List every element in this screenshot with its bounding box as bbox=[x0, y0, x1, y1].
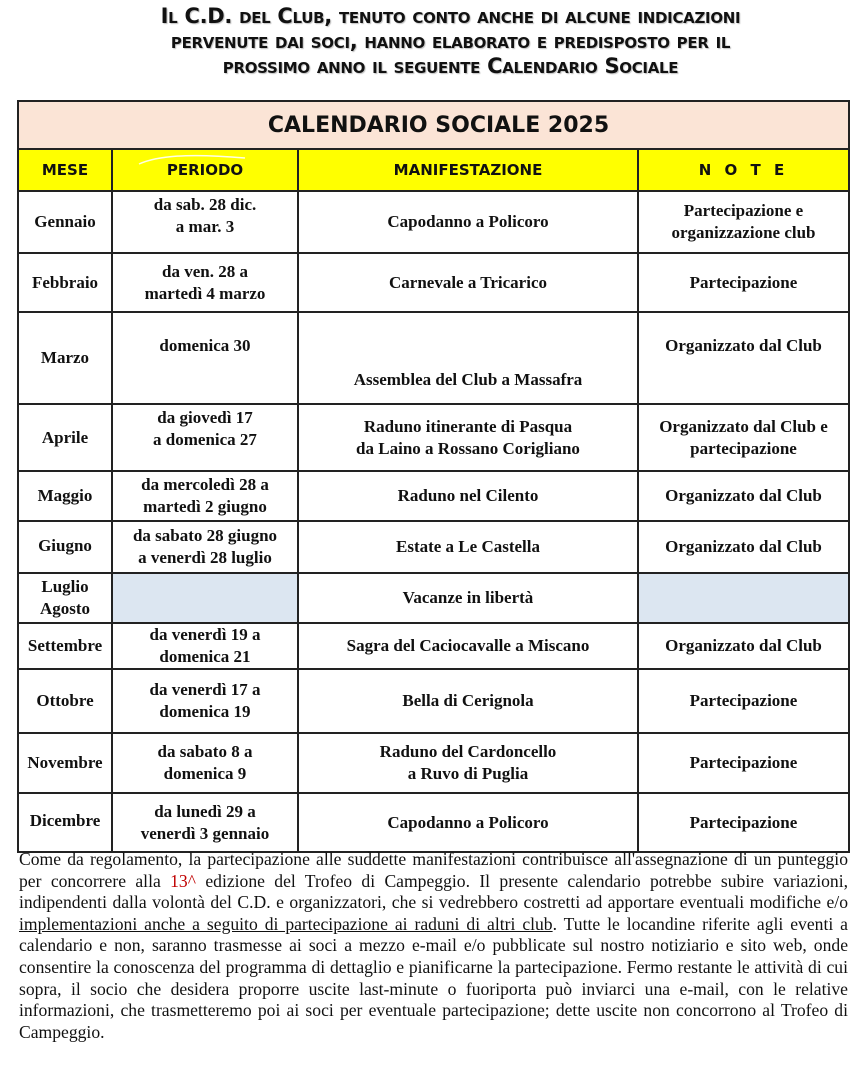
month-cell: Dicembre bbox=[18, 793, 112, 852]
event-cell bbox=[298, 312, 638, 404]
period-cell bbox=[112, 623, 298, 669]
column-header-note: N O T E bbox=[638, 149, 849, 191]
period-line: da sabato 8 a bbox=[157, 742, 253, 761]
period-line: a venerdì 28 luglio bbox=[138, 548, 272, 567]
event-line: Raduno del Cardoncello bbox=[379, 742, 557, 761]
event-line: Raduno nel Cilento bbox=[397, 486, 539, 505]
event-cell bbox=[298, 623, 638, 669]
note-cell-empty bbox=[638, 573, 849, 623]
table-row bbox=[18, 404, 849, 471]
event-line: Capodanno a Policoro bbox=[387, 212, 549, 231]
event-cell bbox=[298, 253, 638, 312]
note-cell bbox=[638, 404, 849, 471]
month-line: Luglio bbox=[41, 577, 89, 596]
period-line: da giovedì 17 bbox=[157, 408, 253, 427]
note-line: partecipazione bbox=[690, 438, 797, 458]
table-row bbox=[18, 312, 849, 404]
month-cell: Gennaio bbox=[18, 191, 112, 253]
event-line: a Ruvo di Puglia bbox=[407, 764, 529, 783]
month-cell: Maggio bbox=[18, 471, 112, 521]
event-line: Estate a Le Castella bbox=[395, 537, 540, 556]
note-line: Partecipazione bbox=[689, 691, 798, 710]
period-line: domenica 21 bbox=[159, 647, 251, 666]
note-line: organizzazione club bbox=[671, 223, 816, 242]
table-row bbox=[18, 253, 849, 312]
period-cell bbox=[112, 669, 298, 733]
heading-line: prossimo anno il seguente Calendario Sociale bbox=[222, 54, 679, 78]
table-row bbox=[18, 793, 849, 852]
note-cell bbox=[638, 733, 849, 793]
period-line: martedì 4 marzo bbox=[144, 283, 266, 303]
note-cell bbox=[638, 253, 849, 312]
event-line: Assemblea del Club a Massafra bbox=[353, 370, 583, 389]
month-cell: Febbraio bbox=[18, 253, 112, 312]
note-cell bbox=[638, 793, 849, 852]
table-row bbox=[18, 191, 849, 253]
calendar-title-text: CALENDARIO SOCIALE 2025 bbox=[267, 112, 610, 138]
event-line: da Laino a Rossano Corigliano bbox=[356, 438, 580, 458]
footer-text: . Tutte le locandine riferite agli eventi a calendario e non, saranno trasmesse ai soci a mezzo e-mail e/o pubblicate sul nostro notiziario e sito web, onde consentire la conoscenza del programma di dettaglio e pianificarne la partecipazione. Fermo restante le attività di cui sopra, il socio che desidera proporre uscite last-minute o fuoriporta può inviarci una e-mail, con le relative informazioni, che trasmetteremo poi ai soci per eventuale partecipazione; dette uscite non concorrono al Trofeo di Campeggio. bbox=[19, 913, 848, 1042]
period-cell bbox=[112, 404, 298, 471]
month-cell: Marzo bbox=[18, 312, 112, 404]
period-cell bbox=[112, 312, 298, 404]
period-line: martedì 2 giugno bbox=[143, 497, 267, 516]
note-line: Organizzato dal Club bbox=[665, 537, 822, 556]
table-row bbox=[18, 623, 849, 669]
event-cell bbox=[298, 573, 638, 623]
month-cell: Giugno bbox=[18, 521, 112, 573]
column-header-periodo: PERIODO bbox=[112, 149, 298, 191]
period-line: da sabato 28 giugno bbox=[132, 526, 278, 545]
footer-text: edizione del Trofeo di Campeggio. Il presente calendario potrebbe subire variazioni, indipendenti dalla volontà del C.D. e organizzatori, che si vedrebbero costretti ad apportare eventuali modifiche e/o bbox=[19, 870, 848, 913]
note-line: Organizzato dal Club bbox=[665, 636, 822, 655]
event-cell bbox=[298, 191, 638, 253]
period-line: a domenica 27 bbox=[153, 430, 257, 449]
period-line: domenica 19 bbox=[159, 702, 251, 721]
note-line: Partecipazione bbox=[689, 812, 798, 832]
period-line: da sab. 28 dic. bbox=[153, 195, 257, 214]
event-line: Raduno itinerante di Pasqua bbox=[363, 416, 573, 436]
column-header-manifestazione: MANIFESTAZIONE bbox=[298, 149, 638, 191]
note-cell bbox=[638, 471, 849, 521]
column-header-row bbox=[18, 149, 849, 191]
edition-number: 13^ bbox=[170, 870, 196, 891]
period-line: da venerdì 19 a bbox=[149, 625, 261, 644]
month-line: Agosto bbox=[39, 599, 91, 618]
event-cell bbox=[298, 669, 638, 733]
period-line: a mar. 3 bbox=[175, 217, 235, 236]
period-line: venerdì 3 gennaio bbox=[140, 823, 270, 843]
period-line: domenica 30 bbox=[159, 336, 251, 355]
note-line: Partecipazione bbox=[689, 753, 798, 772]
event-cell bbox=[298, 471, 638, 521]
calendar-title bbox=[18, 101, 849, 149]
document-heading bbox=[0, 4, 861, 79]
period-line: domenica 9 bbox=[163, 764, 247, 783]
event-cell bbox=[298, 521, 638, 573]
footer-text: Come da regolamento, la partecipazione alle suddette manifestazioni contribuisce all'assegnazione di un punteggio per concorrere alla bbox=[19, 849, 848, 891]
event-cell bbox=[298, 404, 638, 471]
event-line: Vacanze in libertà bbox=[402, 588, 534, 607]
event-cell bbox=[298, 793, 638, 852]
note-line: Partecipazione e bbox=[683, 201, 804, 220]
period-cell bbox=[112, 191, 298, 253]
period-cell-empty bbox=[112, 573, 298, 623]
table-row bbox=[18, 669, 849, 733]
period-cell bbox=[112, 793, 298, 852]
period-cell bbox=[112, 253, 298, 312]
table-row bbox=[18, 471, 849, 521]
period-line: da venerdì 17 a bbox=[149, 680, 261, 699]
calendar-title-row bbox=[18, 101, 849, 149]
note-cell bbox=[638, 623, 849, 669]
note-line: Organizzato dal Club e bbox=[659, 416, 828, 436]
event-line: Capodanno a Policoro bbox=[387, 812, 549, 832]
month-cell bbox=[18, 573, 112, 623]
period-cell bbox=[112, 733, 298, 793]
note-cell bbox=[638, 191, 849, 253]
note-cell bbox=[638, 312, 849, 404]
month-cell: Aprile bbox=[18, 404, 112, 471]
period-line: da ven. 28 a bbox=[162, 261, 248, 281]
event-cell bbox=[298, 733, 638, 793]
event-line: Sagra del Caciocavalle a Miscano bbox=[346, 636, 590, 655]
note-line: Organizzato dal Club bbox=[665, 486, 822, 505]
note-line: Partecipazione bbox=[689, 272, 798, 292]
event-line: Carnevale a Tricarico bbox=[389, 272, 547, 292]
table-row bbox=[18, 521, 849, 573]
footer-underlined-text: implementazioni anche a seguito di partecipazione ai raduni di altri club bbox=[19, 913, 553, 934]
event-line: Bella di Cerignola bbox=[402, 691, 534, 710]
note-cell bbox=[638, 669, 849, 733]
column-header-mese: MESE bbox=[18, 149, 112, 191]
calendar-table bbox=[17, 100, 850, 853]
period-cell bbox=[112, 521, 298, 573]
month-cell: Settembre bbox=[18, 623, 112, 669]
note-line: Organizzato dal Club bbox=[665, 336, 822, 355]
month-cell: Ottobre bbox=[18, 669, 112, 733]
note-cell bbox=[638, 521, 849, 573]
table-row bbox=[18, 733, 849, 793]
period-line: da lunedì 29 a bbox=[154, 801, 256, 821]
period-line: da mercoledì 28 a bbox=[141, 475, 269, 494]
heading-line: pervenute dai soci, hanno elaborato e predisposto per il bbox=[170, 29, 731, 53]
heading-line: Il C.D. del Club, tenuto conto anche di alcune indicazioni bbox=[160, 4, 741, 28]
footer-paragraph bbox=[19, 849, 848, 1043]
month-cell: Novembre bbox=[18, 733, 112, 793]
period-cell bbox=[112, 471, 298, 521]
table-row bbox=[18, 573, 849, 623]
